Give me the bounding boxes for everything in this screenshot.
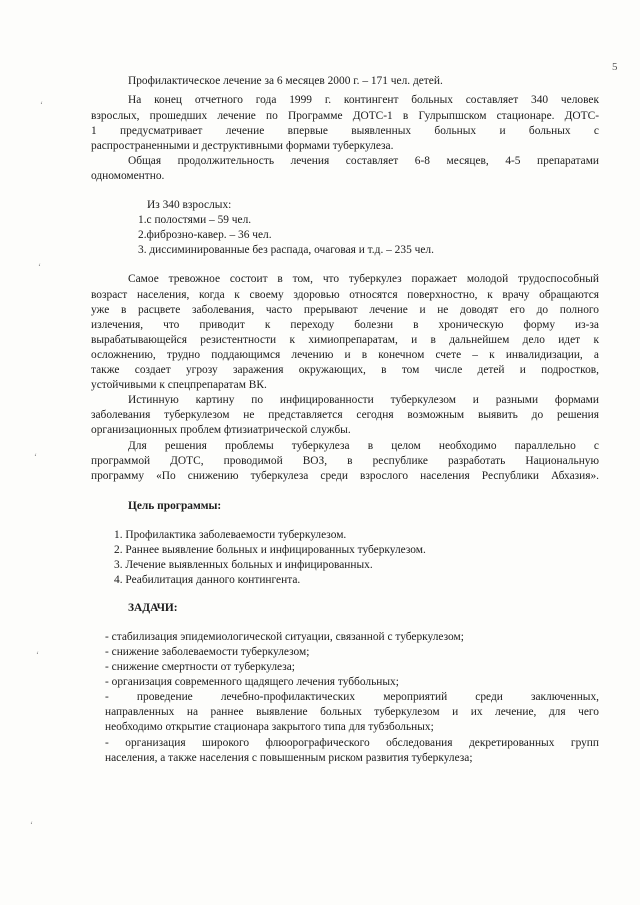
page-number: 5 (612, 61, 618, 73)
para2-line-1: Самое тревожное состоит в том, что туберкулез поражает молодой трудоспособный (128, 273, 599, 285)
para3-line-3: организационных проблем фтизиатрической службы. (91, 424, 351, 436)
para1-line-4: 1 предусматривает лечение впервые выявленных больных и больных с (91, 125, 599, 137)
goal-heading: Цель программы: (128, 500, 222, 512)
goal-item: 2. Раннее выявление больных и инфицированных туберкулезом. (114, 544, 426, 556)
scan-speck: ʻ (40, 100, 43, 110)
breakdown-item: 1.с полостями – 59 чел. (138, 214, 252, 226)
task-line: - снижение смертности от туберкулеза; (105, 661, 295, 673)
goal-item: 3. Лечение выявленных больных и инфицированных. (114, 559, 373, 571)
para2-line-5: вырабатывающейся резистентности к химиопрепаратам, и в дальнейшем дело идет к (91, 334, 599, 346)
para1-line-2: На конец отчетного года 1999 г. контингент больных составляет 340 человек (128, 94, 599, 106)
para1-line-5: распространенными и деструктивными формами туберкулеза. (91, 140, 394, 152)
task-line: - проведение лечебно-профилактических мероприятий среди заключенных, (105, 691, 599, 703)
task-line: направленных на раннее выявление больных туберкулезом и их лечение, для чего (105, 706, 599, 718)
task-line: - организация современного щадящего лечения туббольных; (105, 676, 399, 688)
para2-line-4: излечения, что приводит к переходу болезни в хроническую форму из-за (91, 319, 599, 331)
scan-speck: ʻ (36, 650, 39, 660)
task-line: - снижение заболеваемости туберкулезом; (105, 646, 310, 658)
para4-line-2: программой ДОТС, проводимой ВОЗ, в республике разработать Национальную (91, 455, 599, 467)
para2-line-7: также создает угрозу заражения окружающих, в том числе детей и подростков, (91, 364, 599, 376)
task-line: - организация широкого флюорографического обследования декретированных групп (105, 737, 599, 749)
para1-line-3: взрослых, прошедших лечение по Программе ДОТС-1 в Гулрыпшском стационаре. ДОТС- (91, 110, 599, 122)
para4-line-1: Для решения проблемы туберкулеза в целом необходимо параллельно с (128, 440, 599, 452)
scan-speck: ʻ (38, 262, 41, 272)
para1-line-1: Профилактическое лечение за 6 месяцев 2000 г. – 171 чел. детей. (128, 75, 443, 87)
para3-line-1: Истинную картину по инфицированности туберкулезом и разными формами (128, 394, 599, 406)
para3-line-2: заболевания туберкулезом не представляется сегодня возможным выявить до решения (91, 409, 599, 421)
para2-line-6: осложнению, трудно поддающимся лечению и в конечном счете – к инвалидизации, а (91, 349, 599, 361)
para2-line-3: уже в расцвете заболевания, часто прерывают лечение и не доводят его до полного (91, 304, 599, 316)
para4-line-3: программу «По снижению туберкулеза среди взрослого населения Республики Абхазия». (91, 470, 599, 482)
breakdown-item: 2.фиброзно-кавер. – 36 чел. (138, 229, 272, 241)
para1-line-7: одномоментно. (91, 170, 165, 182)
task-line: необходимо открытие стационара закрытого типа для тубзбольных; (105, 721, 434, 733)
goal-item: 1. Профилактика заболеваемости туберкулезом. (114, 529, 347, 541)
para1-line-6: Общая продолжительность лечения составляет 6-8 месяцев, 4-5 препаратами (128, 155, 599, 167)
adult-breakdown-heading: Из 340 взрослых: (147, 199, 232, 211)
goal-item: 4. Реабилитация данного контингента. (114, 574, 301, 586)
breakdown-item: 3. диссиминированные без распада, очаговая и т.д. – 235 чел. (138, 244, 434, 256)
para2-line-8: устойчивыми к спецпрепаратам ВК. (91, 379, 267, 391)
task-line: - стабилизация эпидемиологической ситуации, связанной с туберкулезом; (105, 631, 464, 643)
scan-speck: ʻ (34, 452, 37, 462)
scan-speck: ʻ (30, 820, 33, 830)
para2-line-2: возраст населения, когда к своему здоровью относятся поверхностно, к врачу обращаются (91, 289, 599, 301)
task-line: населения, а также населения с повышенным риском развития туберкулеза; (105, 752, 473, 764)
tasks-heading: ЗАДАЧИ: (128, 602, 178, 614)
